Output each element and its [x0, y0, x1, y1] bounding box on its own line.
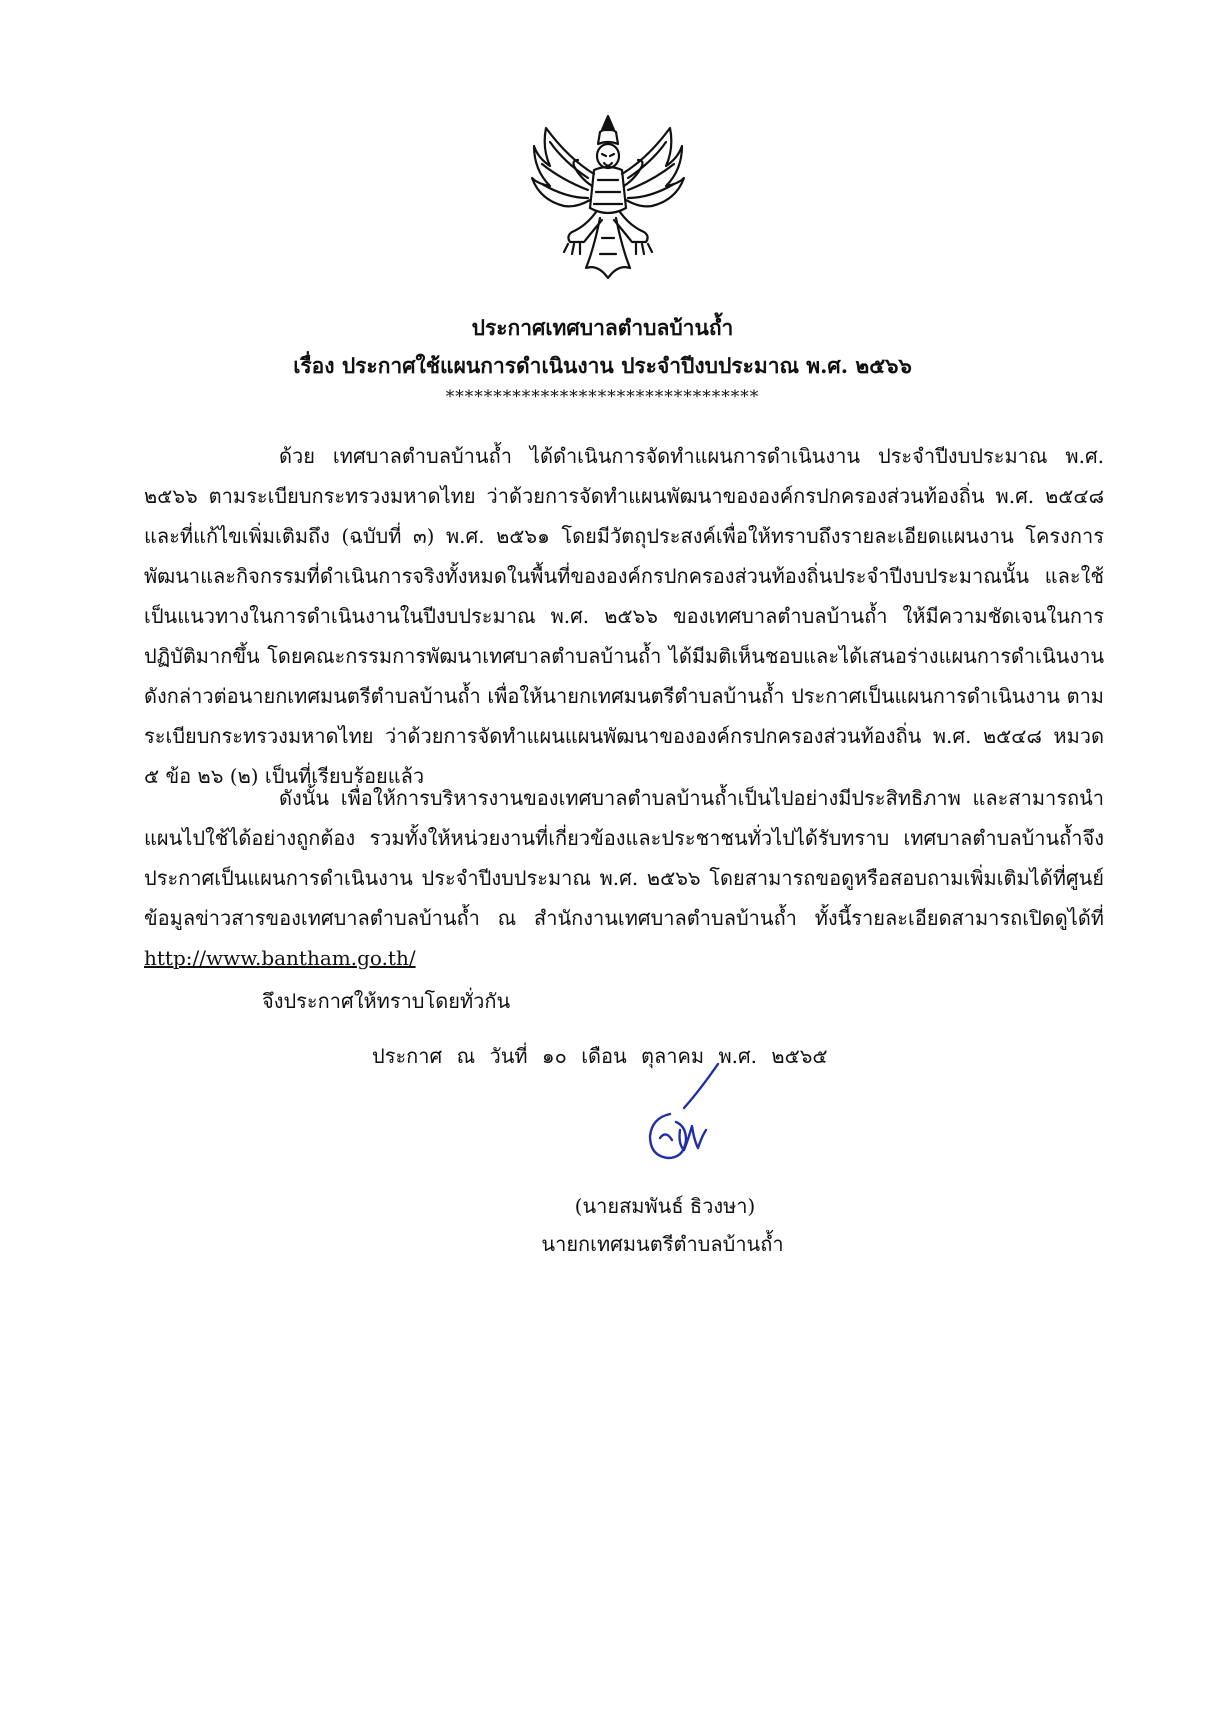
separator: *********************************: [445, 387, 760, 407]
signer-title: [0, 1228, 1205, 1260]
paragraph-2: [144, 778, 1104, 978]
signer-name-text: (นายสมพันธ์ ธิวงษา): [574, 1194, 756, 1218]
handwritten-signature: [640, 1060, 730, 1170]
paragraph-1: ด้วย เทศบาลตำบลบ้านถ้ำ ได้ดำเนินการจัดทำแผนการดำเนินงาน ประจำปีงบประมาณ พ.ศ. ๒๕๖๖ ตามระเบียบกระทรวงมหาดไทย ว่าด้วยการจัดทำแผนพัฒนาขององค์กรปกครองส่วนท้องถิ่น พ.ศ. ๒๕๔๘ และที่แก้ไขเพิ่มเติมถึง (ฉบับที่ ๓) พ.ศ. ๒๕๖๑ โดยมีวัตถุประสงค์เพื่อให้ทราบถึงรายละเอียดแผนงาน โครงการพัฒนาและกิจกรรมที่ดำเนินการจริงทั้งหมดในพื้นที่ขององค์กรปกครองส่วนท้องถิ่นประจำปีงบประมาณนั้น และใช้เป็นแนวทางในการดำเนินงานในปีงบประมาณ พ.ศ. ๒๕๖๖ ของเทศบาลตำบลบ้านถ้ำ ให้มีความชัดเจนในการปฏิบัติมากขึ้น โดยคณะกรรมการพัฒนาเทศบาลตำบลบ้านถ้ำ ได้มีมติเห็นชอบและได้เสนอร่างแผนการดำเนินงานดังกล่าวต่อนายกเทศมนตรีตำบลบ้านถ้ำ เพื่อให้นายกเทศมนตรีตำบลบ้านถ้ำ ประกาศเป็นแผนการดำเนินงาน ตามระเบียบกระทรวงมหาดไทย ว่าด้วยการจัดทำแผนแผนพัฒนาขององค์กรปกครองส่วนท้องถิ่น พ.ศ. ๒๕๔๘ หมวด ๕ ข้อ ๒๖ (๒) เป็นที่เรียบร้อยแล้ว: [144, 444, 1104, 788]
subject-line: เรื่อง ประกาศใช้แผนการดำเนินงาน ประจำปีงบประมาณ พ.ศ. ๒๕๖๖: [293, 353, 912, 378]
signer-title-text: นายกเทศมนตรีตำบลบ้านถ้ำ: [541, 1232, 784, 1256]
dateline: ประกาศ ณ วันที่ ๑๐ เดือน ตุลาคม พ.ศ. ๒๕๖๕: [372, 1044, 828, 1068]
page-title: ประกาศเทศบาลตำบลบ้านถ้ำ: [471, 315, 734, 340]
closing-line: จึงประกาศให้ทราบโดยทั่วกัน: [262, 989, 511, 1013]
website-link[interactable]: http://www.bantham.go.th/: [144, 946, 416, 970]
paragraph-2-text: ดังนั้น เพื่อให้การบริหารงานของเทศบาลตำบลบ้านถ้ำเป็นไปอย่างมีประสิทธิภาพ และสามารถนำแผนไปใช้ได้อย่างถูกต้อง รวมทั้งให้หน่วยงานที่เกี่ยวข้องและประชาชนทั่วไปได้รับทราบ เทศบาลตำบลบ้านถ้ำจึงประกาศเป็นแผนการดำเนินงาน ประจำปีงบประมาณ พ.ศ. ๒๕๖๖ โดยสามารถขอดูหรือสอบถามเพิ่มเติมได้ที่ศูนย์ข้อมูลข่าวสารของเทศบาลตำบลบ้านถ้ำ ณ สำนักงานเทศบาลตำบลบ้านถ้ำ ทั้งนี้รายละเอียดสามารถเปิดดูได้ที่: [144, 786, 1104, 930]
signer-name: [0, 1190, 1205, 1222]
garuda-emblem-icon: [528, 108, 688, 288]
